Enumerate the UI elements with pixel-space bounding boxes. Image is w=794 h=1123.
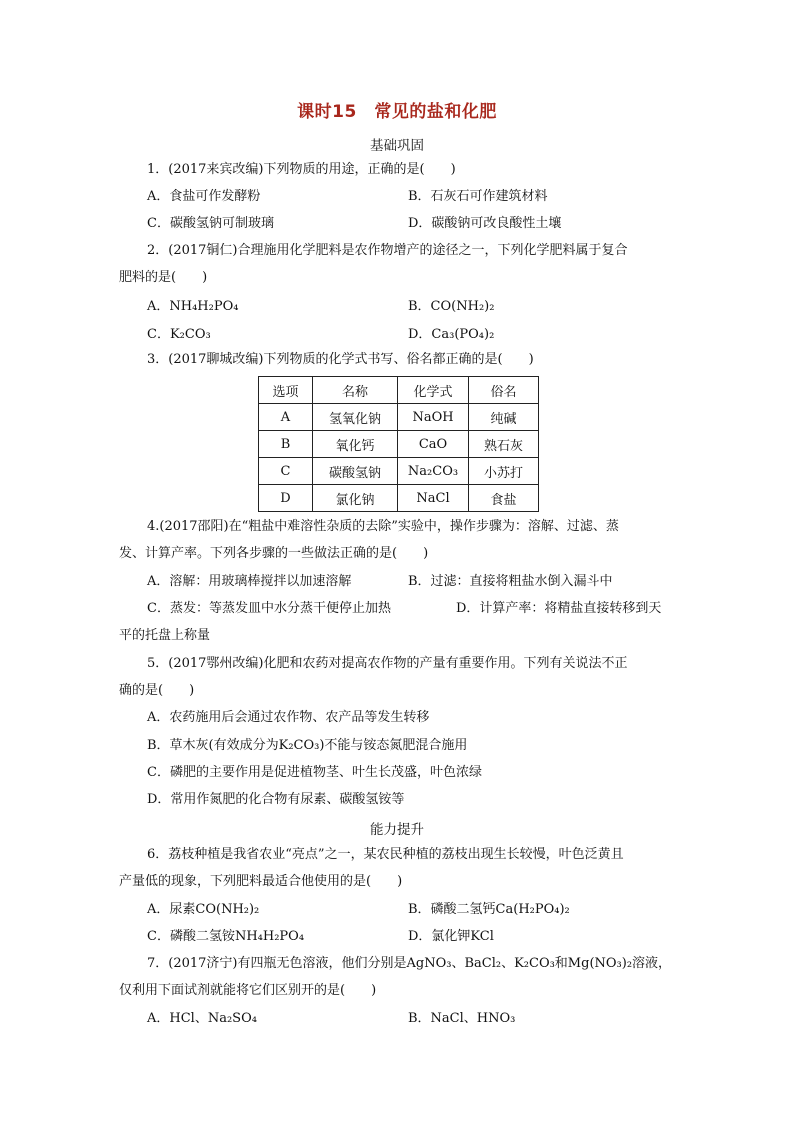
table-header-cell: 俗名 — [469, 377, 539, 404]
question-2-option-d: D．Ca₃(PO₄)₂ — [408, 327, 495, 342]
table-cell: NaOH — [398, 404, 469, 431]
question-1-option-a: A．食盐可作发酵粉 — [147, 189, 261, 204]
question-4-option-a: A．溶解：用玻璃棒搅拌以加速溶解 — [147, 574, 352, 589]
question-1-option-d: D．碳酸钠可改良酸性土壤 — [408, 216, 562, 231]
question-6-option-a: A．尿素CO(NH₂)₂ — [147, 902, 260, 917]
question-5-option-b: B．草木灰(有效成分为K₂CO₃)不能与铵态氮肥混合施用 — [147, 738, 468, 753]
question-5-option-c: C．磷肥的主要作用是促进植物茎、叶生长茂盛，叶色浓绿 — [147, 765, 482, 780]
question-2-stem-line-1: 2．(2017铜仁)合理施用化学肥料是农作物增产的途径之一，下列化学肥料属于复合 — [147, 243, 628, 258]
table-header-cell: 选项 — [259, 377, 313, 404]
question-6-stem-line-2: 产量低的现象，下列肥料最适合他使用的是( ) — [119, 874, 403, 889]
table-cell: 氧化钙 — [313, 431, 398, 458]
question-2-option-b: B．CO(NH₂)₂ — [408, 299, 495, 314]
question-4-option-b: B．过滤：直接将粗盐水倒入漏斗中 — [408, 574, 613, 589]
table-cell: CaO — [398, 431, 469, 458]
table-cell: Na₂CO₃ — [398, 458, 469, 485]
table-cell: 熟石灰 — [469, 431, 539, 458]
table-cell: 氯化钠 — [313, 485, 398, 512]
table-cell: C — [259, 458, 313, 485]
question-7-option-b: B．NaCl、HNO₃ — [408, 1011, 516, 1026]
question-7-option-a: A．HCl、Na₂SO₄ — [147, 1011, 257, 1026]
question-1-option-b: B．石灰石可作建筑材料 — [408, 189, 548, 204]
question-6-stem-line-1: 6．荔枝种植是我省农业“亮点”之一，某农民种植的荔枝出现生长较慢，叶色泛黄且 — [147, 847, 624, 862]
question-5-option-a: A．农药施用后会通过农作物、农产品等发生转移 — [147, 710, 430, 725]
question-1-option-c: C．碳酸氢钠可制玻璃 — [147, 216, 274, 231]
table-cell: 食盐 — [469, 485, 539, 512]
question-2-stem-line-2: 肥料的是( ) — [119, 270, 208, 285]
question-2-option-c: C．K₂CO₃ — [147, 327, 211, 342]
table-header-cell: 名称 — [313, 377, 398, 404]
question-5-option-d: D．常用作氮肥的化合物有尿素、碳酸氢铵等 — [147, 792, 405, 807]
table-row — [259, 431, 539, 458]
question-2-option-a: A．NH₄H₂PO₄ — [147, 299, 239, 314]
table-row — [259, 404, 539, 431]
question-7-stem-line-1: 7．(2017济宁)有四瓶无色溶液，他们分别是AgNO₃、BaCl₂、K₂CO₃和Mg(NO₃)₂溶液， — [147, 956, 672, 971]
table-header-cell: 化学式 — [398, 377, 469, 404]
table-cell: A — [259, 404, 313, 431]
table-cell: 碳酸氢钠 — [313, 458, 398, 485]
table-cell: B — [259, 431, 313, 458]
table-row — [259, 485, 539, 512]
table-cell: 纯碱 — [469, 404, 539, 431]
section-heading-basic: 基础巩固 — [370, 138, 424, 154]
question-7-stem-line-2: 仅利用下面试剂就能将它们区别开的是( ) — [119, 983, 377, 998]
table-row — [259, 458, 539, 485]
question-6-option-d: D．氯化钾KCl — [408, 929, 494, 944]
question-4-option-d-continued: 平的托盘上称量 — [119, 628, 211, 643]
question-3-stem: 3．(2017聊城改编)下列物质的化学式书写、俗名都正确的是( ) — [147, 352, 534, 367]
question-4-option-c: C．蒸发：等蒸发皿中水分蒸干便停止加热 — [147, 601, 391, 616]
page-title: 课时15 常见的盐和化肥 — [297, 102, 497, 122]
question-3-table — [258, 376, 539, 512]
table-cell: 氢氧化钠 — [313, 404, 398, 431]
table-cell: NaCl — [398, 485, 469, 512]
question-6-option-c: C．磷酸二氢铵NH₄H₂PO₄ — [147, 929, 305, 944]
question-4-stem-line-1: 4.(2017邵阳)在“粗盐中难溶性杂质的去除”实验中，操作步骤为：溶解、过滤、蒸 — [147, 519, 619, 534]
table-header-row — [259, 377, 539, 404]
question-6-option-b: B．磷酸二氢钙Ca(H₂PO₄)₂ — [408, 902, 570, 917]
question-1-stem: 1．(2017来宾改编)下列物质的用途，正确的是( ) — [147, 162, 456, 177]
table-cell: 小苏打 — [469, 458, 539, 485]
question-4-option-d: D．计算产率：将精盐直接转移到天 — [456, 601, 662, 616]
question-5-stem-line-2: 确的是( ) — [119, 683, 195, 698]
table-cell: D — [259, 485, 313, 512]
section-heading-advanced: 能力提升 — [370, 822, 424, 838]
question-5-stem-line-1: 5．(2017鄂州改编)化肥和农药对提高农作物的产量有重要作用。下列有关说法不正 — [147, 656, 628, 671]
question-4-stem-line-2: 发、计算产率。下列各步骤的一些做法正确的是( ) — [119, 546, 429, 561]
